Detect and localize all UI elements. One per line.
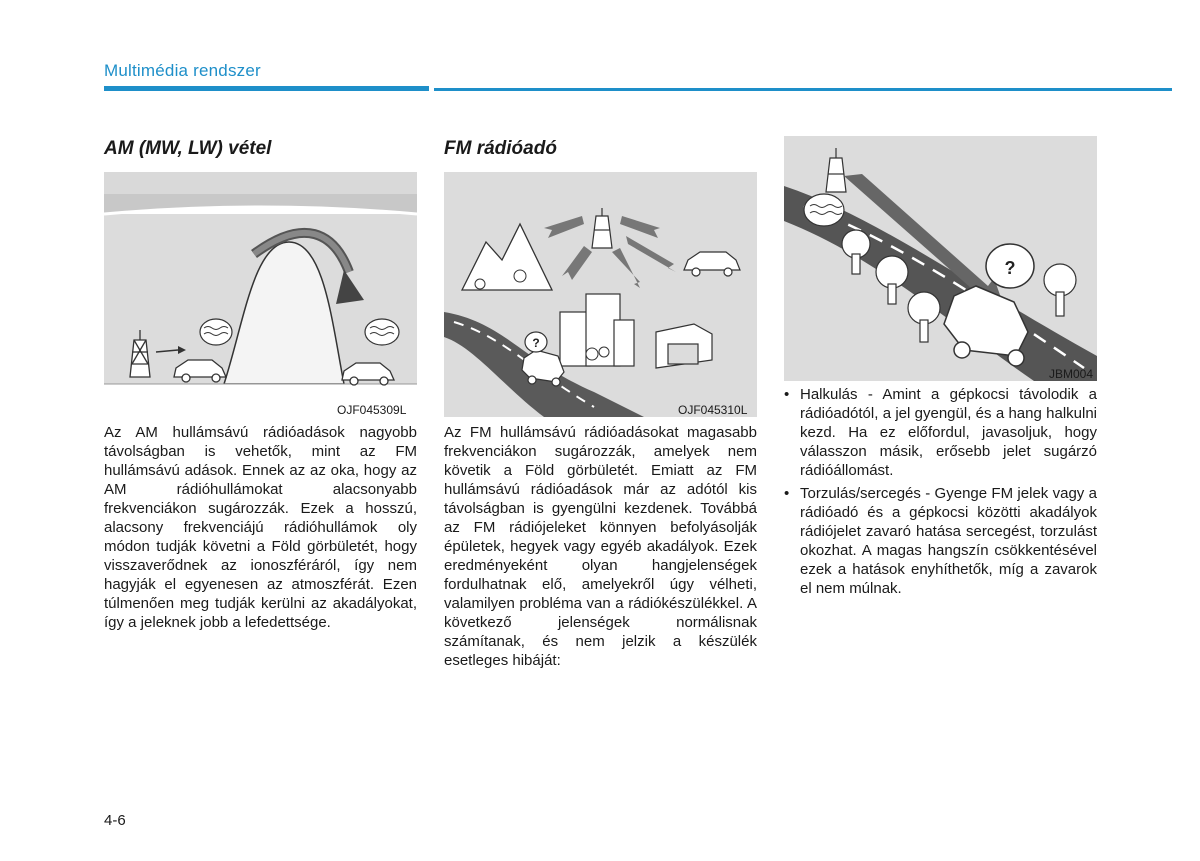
list-item	[784, 385, 1097, 480]
am-heading: AM (MW, LW) vétel	[104, 138, 272, 159]
am-figure	[104, 172, 417, 417]
fm-body-text: Az FM hullámsávú rádióadásokat magasabb frekvenciákon sugározzák, amelyek nem követik a Föld görbületét. Emiatt az FM hullámsávú rádióadások már az adótól kis távolságban is gyengülni kezdenek. Továbbá az FM rádiójeleket könnyen befolyásolják épületek, hegyek vagy egyéb akadályok. Ezek eredményeként olyan hangjelenségek fordulhatnak elő, amelyekről úgy vélheti, valamilyen probléma van a rádiókészülékkel. A következő jelenségek normálisnak számítanak, és nem jelzik a készülék esetleges hibáját:	[444, 424, 757, 669]
header-rule-thick	[104, 86, 429, 91]
right-figure	[784, 136, 1097, 381]
am-body-text: Az AM hullámsávú rádióadások nagyobb távolságban is vehetők, mint az FM hullámsávú adások. Ennek az az oka, hogy az AM rádióhullámokat alacsonyabb frekvenciákon sugározzák. Ezek a hosszú, alacsony frekvenciájú rádióhullámok oly módon tudják követni a Föld görbületét, hogy visszaverődnek az ionoszféráról, így nem hagyják el egyenesen az atmoszférát. Ezen túlmenően meg tudják kerülni az akadályokat, így a jeleknek jobb a lefedettsége.	[104, 424, 417, 631]
right-question-mark: ?	[1004, 258, 1016, 278]
am-figure-code: OJF045309L	[337, 403, 407, 417]
bullet-text-fading: Halkulás - Amint a gépkocsi távolodik a rádióadótól, a jel gyengül, és a hang halkulni kezd. Ha ez előfordul, javasoljuk, hogy válasszon másik, erősebb jelet sugárzó rádióállomást.	[800, 386, 1097, 479]
page-number: 4-6	[104, 812, 126, 829]
bullet-text-distortion: Torzulás/sercegés - Gyenge FM jelek vagy a rádióadó és a gépkocsi közötti akadályok rádiójelet zavaró hatása sercegést, torzulást okozhat. A magas hangszín csökkentésével ezek a hatások enyhíthetők, míg a zavarok el nem múlnak.	[800, 485, 1097, 597]
fm-figure	[444, 172, 757, 417]
fm-question-mark: ?	[532, 336, 540, 350]
fm-figure-code: OJF045310L	[678, 403, 748, 417]
list-item	[784, 484, 1097, 598]
right-figure-code: JBM004	[1049, 367, 1094, 381]
fm-heading: FM rádióadó	[444, 138, 557, 159]
header-title: Multimédia rendszer	[104, 61, 261, 80]
right-bullet-list	[784, 385, 1097, 602]
bullet-symbol: •	[784, 386, 790, 403]
header-rule-thin	[434, 88, 1172, 91]
bullet-symbol: •	[784, 485, 790, 502]
